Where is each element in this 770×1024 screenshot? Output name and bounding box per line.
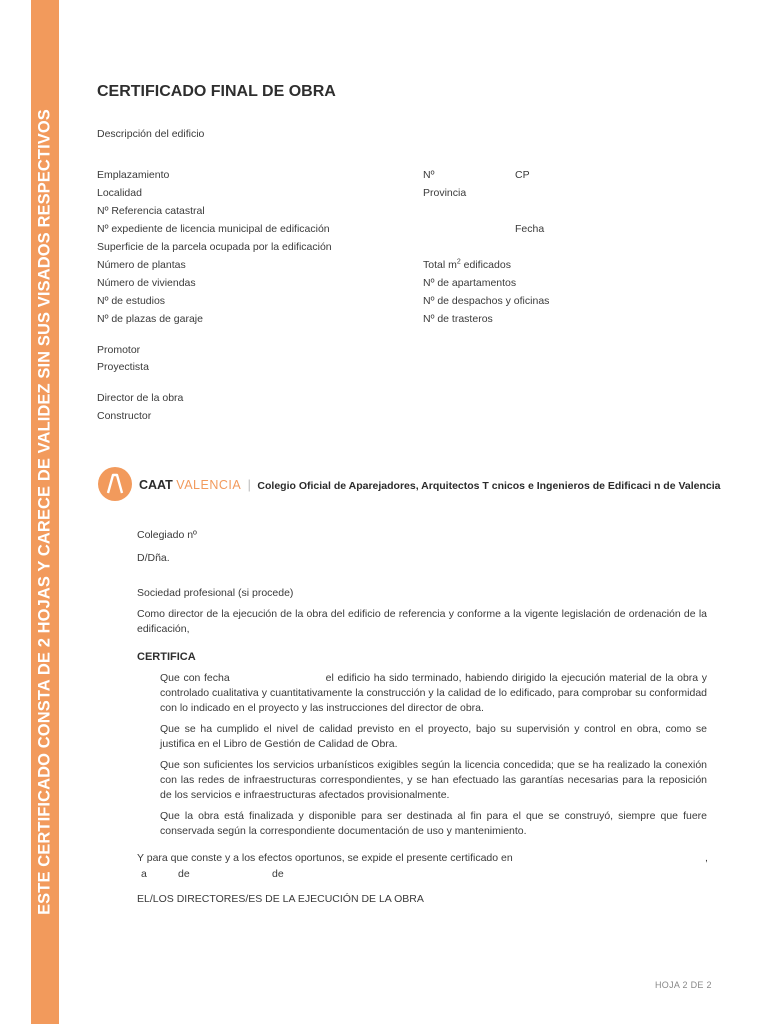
field-provincia: Provincia [423,187,467,199]
field-plazas-garaje: Nº de plazas de garaje [97,313,203,325]
date-de-2: de [272,868,284,880]
intro-paragraph: Como director de la ejecución de la obra del edificio de referencia y conforme a la vigente legislación de ordenación de la edificación, [137,608,707,635]
page-number: HOJA 2 DE 2 [655,980,712,990]
paragraph-4: Que la obra está finalizada y disponible para ser destinada al fin para el que se construyó, siempre que fuere conservada según la correspondiente documentación de uso y mantenimiento. [160,810,707,837]
field-apartamentos: Nº de apartamentos [423,277,517,289]
field-proyectista: Proyectista [97,361,149,373]
field-numero-viviendas: Número de viviendas [97,277,196,289]
field-superficie: Superficie de la parcela ocupada por la edificación [97,241,332,253]
dona-label: D/Dña. [137,552,170,564]
total-m2-prefix: Total m [423,259,457,271]
field-numero: Nº [423,169,435,181]
caat-logo-icon [97,466,133,502]
field-estudios: Nº de estudios [97,295,166,307]
date-de-1: de [178,868,190,880]
brand-college: Colegio Oficial de Aparejadores, Arquitectos T cnicos e Ingenieros de Edificaci n de Valencia [257,480,721,492]
field-numero-plantas: Número de plantas [97,259,186,271]
total-m2-suffix: edificados [460,259,511,271]
paragraph-2: Que se ha cumplido el nivel de calidad previsto en el proyecto, bajo su supervisión y control en obra, como se justifica en el Libro de Gestión de Calidad de Obra. [160,723,707,750]
closing-text: Y para que conste y a los efectos oportunos, se expide el presente certificado en [137,852,513,864]
vertical-notice: ESTE CERTIFICADO CONSTA DE 2 HOJAS Y CARECE DE VALIDEZ SIN SUS VISADOS RESPECTIVOS [35,109,54,915]
date-a: a [141,868,147,880]
field-constructor: Constructor [97,410,152,422]
certifica-heading: CERTIFICA [137,651,196,663]
sociedad-label: Sociedad profesional (si procede) [137,587,294,599]
field-cp: CP [515,169,530,181]
field-referencia-catastral: Nº Referencia catastral [97,205,205,217]
paragraph-1 [160,671,707,716]
brand-separator: | [247,478,251,492]
p1-text: el edificio ha sido terminado, habiendo dirigido la ejecución material de la obra y controlado cualitativa y cuantitativamente la construcción y la calidad de lo edificado, para comprobar su conformidad con lo indicado en el proyecto y las instrucciones del director de obra. [160,672,707,714]
field-fecha: Fecha [515,223,545,235]
field-promotor: Promotor [97,344,141,356]
field-emplazamiento: Emplazamiento [97,169,170,181]
colegiado-label: Colegiado nº [137,529,197,541]
field-despachos: Nº de despachos y oficinas [423,295,550,307]
field-total-m2 [423,259,511,271]
brand-valencia: VALENCIA [176,478,242,492]
page-title: CERTIFICADO FINAL DE OBRA [97,83,336,100]
brand-caat: CAAT [139,478,173,492]
field-expediente: Nº expediente de licencia municipal de edificación [97,223,330,235]
total-m2-sup: 2 [456,258,461,266]
field-director-obra: Director de la obra [97,392,184,404]
field-localidad: Localidad [97,187,142,199]
signatures-label: EL/LOS DIRECTORES/ES DE LA EJECUCIÓN DE LA OBRA [137,893,424,905]
field-trasteros: Nº de trasteros [423,313,493,325]
p1-label: Que con fecha [160,672,230,684]
description-label: Descripción del edificio [97,128,205,140]
paragraph-3: Que son suficientes los servicios urbanísticos exigibles según la licencia concedida; que se ha realizado la conexión con las redes de infraestructuras correspondientes, y se han efectuado las garantías necesarias para la reposición de los servicios e infraestructuras afectados provisionalmente. [160,759,707,801]
brand-line [139,478,721,492]
closing-comma: , [705,852,708,864]
